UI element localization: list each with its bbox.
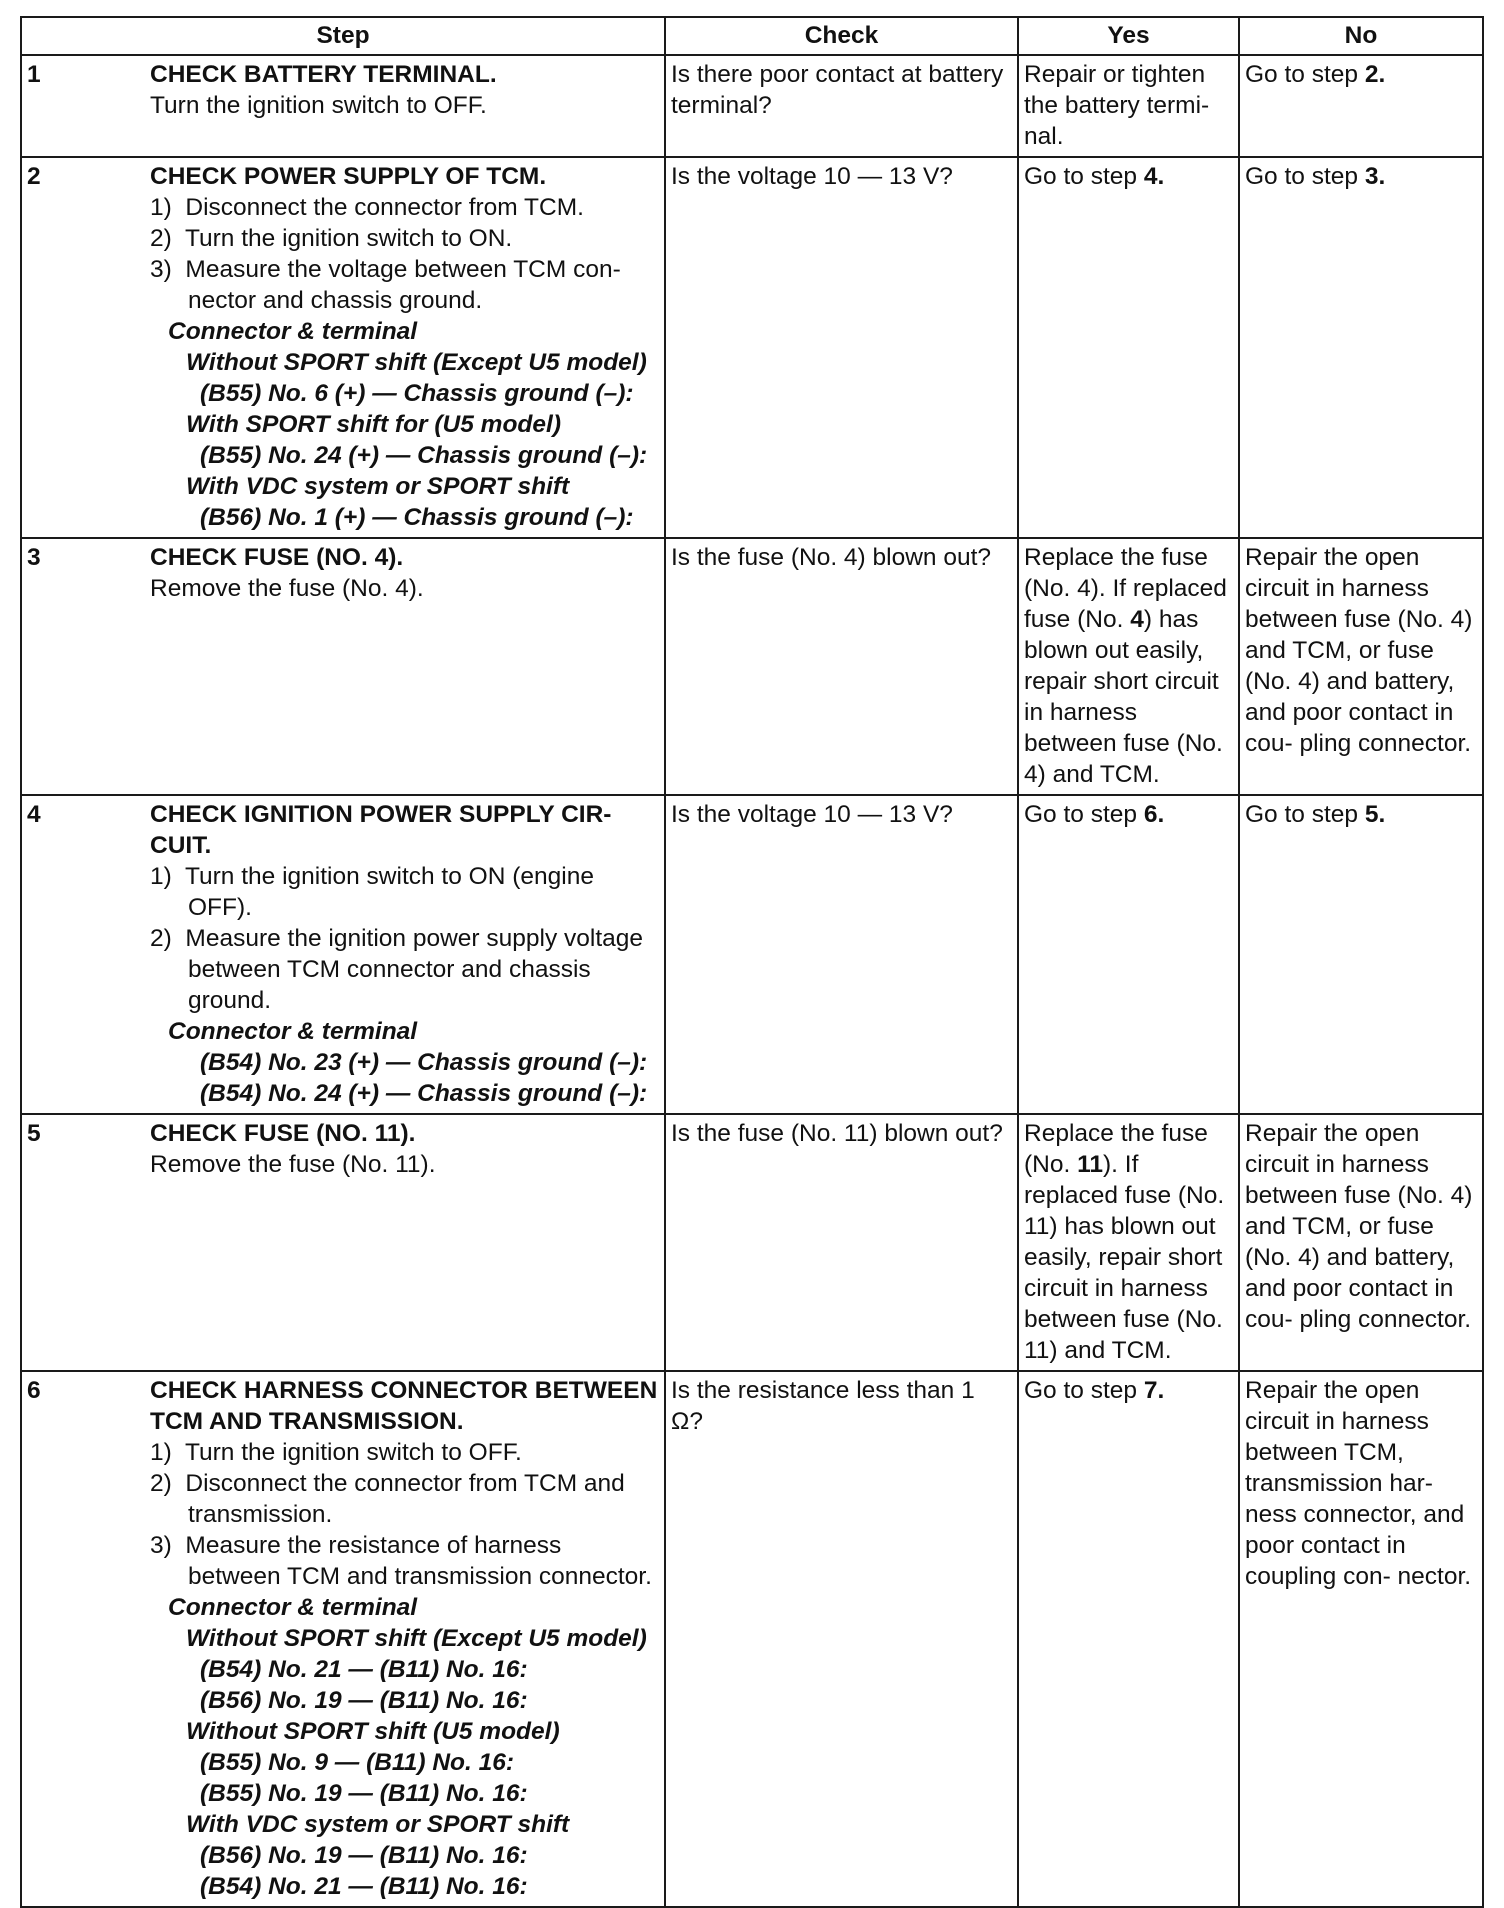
table-row [21,55,1483,157]
step-number: 6 [27,1377,41,1404]
connector-terminal-label: Connector & terminal [168,1594,418,1621]
check-cell: Is the fuse (No. 11) blown out? [665,1114,1018,1371]
step-cell [21,55,665,157]
connector-terminal-label: Connector & terminal [168,1018,418,1045]
spec-condition: With VDC system or SPORT shift [186,473,570,500]
header-no: No [1239,17,1483,55]
step-title: CHECK FUSE (NO. 11). [150,1120,416,1147]
step-title: CHECK BATTERY TERMINAL. [150,61,497,88]
spec-terminal: (B56) No. 1 (+) — Chassis ground (–): [200,504,634,531]
table-row [21,538,1483,795]
step-number: 5 [27,1120,41,1147]
step-title: CHECK HARNESS CONNECTOR BETWEEN TCM AND TRANSMISSION. [150,1377,658,1435]
check-cell: Is the voltage 10 — 13 V? [665,157,1018,538]
spec-terminal: (B56) No. 19 — (B11) No. 16: [200,1842,528,1869]
spec-terminal: (B55) No. 24 (+) — Chassis ground (–): [200,442,648,469]
spec-terminal: (B55) No. 9 — (B11) No. 16: [200,1749,515,1776]
step-number: 4 [27,801,41,828]
no-cell: Go to step 3. [1239,157,1483,538]
no-text: Go to step [1245,61,1359,88]
no-cell: Repair the open circuit in harness between TCM, transmission har- ness connector, and poor contact in coupling con- nector. [1239,1371,1483,1907]
header-yes: Yes [1018,17,1239,55]
no-step-ref: 3. [1364,163,1386,190]
spec-condition: With VDC system or SPORT shift [186,1811,570,1838]
no-cell: Repair the open circuit in harness between fuse (No. 4) and TCM, or fuse (No. 4) and battery, and poor contact in cou- pling connector. [1239,538,1483,795]
check-cell: Is the voltage 10 — 13 V? [665,795,1018,1114]
step-title: CHECK IGNITION POWER SUPPLY CIR- CUIT. [150,801,612,859]
step-cell [21,795,665,1114]
spec-condition: With SPORT shift for (U5 model) [186,411,561,438]
step-number: 1 [27,61,41,88]
sub-step: 1) Disconnect the connector from TCM. [150,194,584,221]
yes-step-ref: 4. [1143,163,1165,190]
check-cell: Is the fuse (No. 4) blown out? [665,538,1018,795]
diagnostic-table [20,16,1484,1908]
table-row [21,1114,1483,1371]
spec-condition: Without SPORT shift (U5 model) [186,1718,560,1745]
yes-cell: Replace the fuse (No. 11). If replaced fuse (No. 11) has blown out easily, repair short circuit in harness between fuse (No. 11) and TCM. [1018,1114,1239,1371]
no-cell: Go to step 5. [1239,795,1483,1114]
spec-terminal: (B54) No. 23 (+) — Chassis ground (–): [200,1049,648,1076]
no-step-ref: 2. [1364,61,1386,88]
check-cell: Is there poor contact at battery terminal? [665,55,1018,157]
table-row [21,795,1483,1114]
spec-condition: Without SPORT shift (Except U5 model) [186,1625,647,1652]
yes-cell: Go to step 4. [1018,157,1239,538]
step-cell [21,1371,665,1907]
sub-step: 1) Turn the ignition switch to OFF. [150,1439,522,1466]
sub-step: 2) Turn the ignition switch to ON. [150,225,513,252]
table-row [21,1371,1483,1907]
header-step: Step [21,17,665,55]
table-row [21,157,1483,538]
spec-terminal: (B54) No. 21 — (B11) No. 16: [200,1656,528,1683]
no-cell: Repair the open circuit in harness between fuse (No. 4) and TCM, or fuse (No. 4) and battery, and poor contact in cou- pling connector. [1239,1114,1483,1371]
sub-step: 2) Measure the ignition power supply voltage between TCM connector and chassis ground. [150,925,644,1014]
check-cell: Is the resistance less than 1 Ω? [665,1371,1018,1907]
no-cell [1239,55,1483,157]
spec-terminal: (B55) No. 6 (+) — Chassis ground (–): [200,380,634,407]
sub-step: 3) Measure the resistance of harness between TCM and transmission connector. [150,1532,652,1590]
step-number: 3 [27,544,41,571]
step-instruction: Remove the fuse (No. 4). [150,575,424,602]
spec-terminal: (B54) No. 21 — (B11) No. 16: [200,1873,528,1900]
step-instruction: Turn the ignition switch to OFF. [150,92,487,119]
yes-step-ref: 7. [1143,1377,1165,1404]
no-step-ref: 5. [1364,801,1386,828]
step-number: 2 [27,163,41,190]
spec-terminal: (B55) No. 19 — (B11) No. 16: [200,1780,528,1807]
yes-cell: Go to step 7. [1018,1371,1239,1907]
yes-cell: Replace the fuse (No. 4). If replaced fuse (No. 4) has blown out easily, repair short circuit in harness between fuse (No. 4) and TCM. [1018,538,1239,795]
table-header-row [21,17,1483,55]
step-instruction: Remove the fuse (No. 11). [150,1151,436,1178]
step-cell [21,1114,665,1371]
spec-condition: Without SPORT shift (Except U5 model) [186,349,647,376]
yes-cell: Go to step 6. [1018,795,1239,1114]
spec-terminal: (B54) No. 24 (+) — Chassis ground (–): [200,1080,648,1107]
connector-terminal-label: Connector & terminal [168,318,418,345]
spec-terminal: (B56) No. 19 — (B11) No. 16: [200,1687,528,1714]
yes-step-ref: 6. [1143,801,1165,828]
header-check: Check [665,17,1018,55]
sub-step: 3) Measure the voltage between TCM con- nector and chassis ground. [150,256,621,314]
sub-step: 2) Disconnect the connector from TCM and transmission. [150,1470,625,1528]
step-cell [21,157,665,538]
step-cell [21,538,665,795]
step-title: CHECK FUSE (NO. 4). [150,544,404,571]
yes-cell: Repair or tighten the battery termi- nal. [1018,55,1239,157]
sub-step: 1) Turn the ignition switch to ON (engine OFF). [150,863,594,921]
step-title: CHECK POWER SUPPLY OF TCM. [150,163,547,190]
